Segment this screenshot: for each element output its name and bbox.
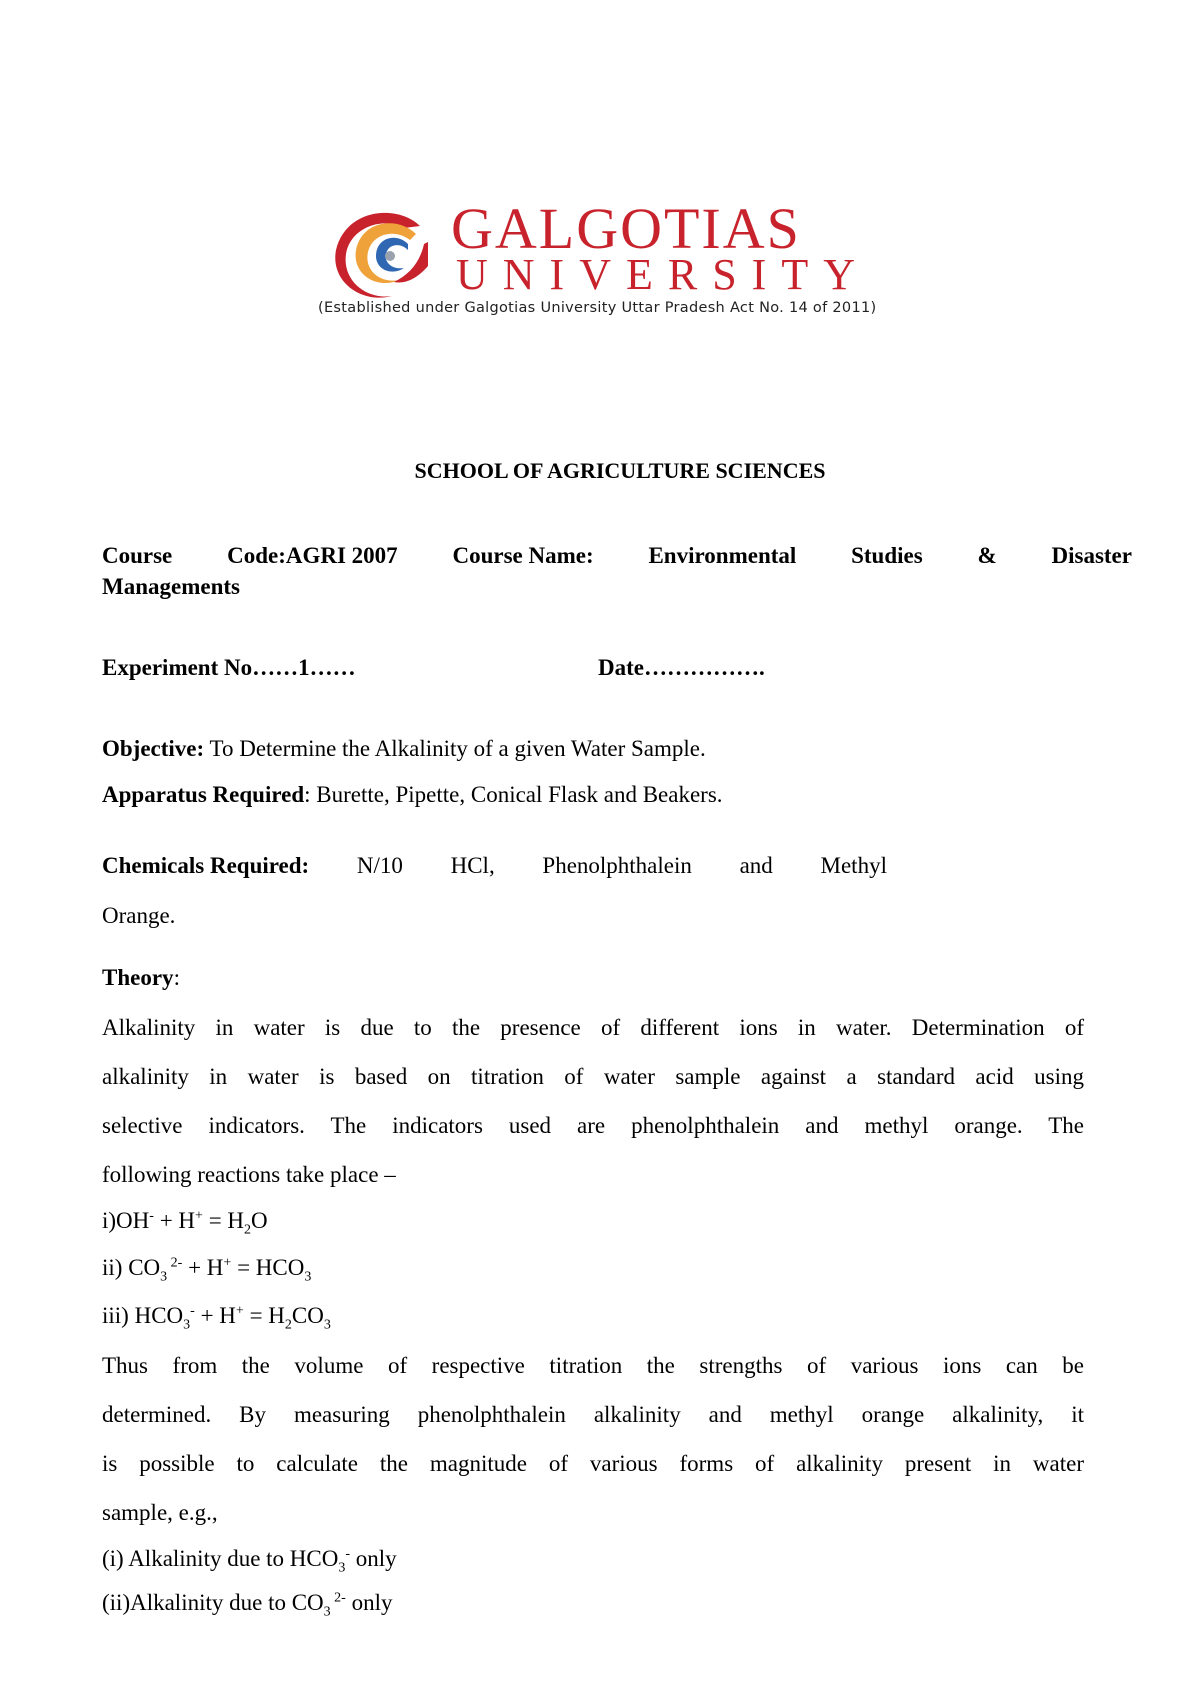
theory-line: is possible to calculate the magnitude of various forms of alkalinity present in water	[102, 1451, 1084, 1476]
subscript: 2	[244, 1222, 252, 1238]
subscript: 3	[160, 1269, 168, 1285]
superscript: -	[149, 1208, 154, 1224]
list-text: only	[345, 1590, 393, 1615]
course-name-word-1: Environmental	[648, 543, 797, 568]
reaction-text: CO	[291, 1303, 324, 1328]
chemical-word: Methyl	[820, 853, 887, 878]
subscript: 3	[338, 1560, 346, 1576]
superscript: +	[235, 1303, 244, 1319]
chemicals-label: Chemicals Required:	[102, 853, 310, 878]
theory-label: Theory	[102, 965, 174, 990]
reaction-text: + H	[153, 1208, 196, 1233]
superscript: -	[345, 1546, 351, 1562]
theory-line: selective indicators. The indicators used are phenolphthalein and methyl orange. The	[102, 1113, 1084, 1138]
chemicals-continued: Orange.	[102, 903, 176, 928]
list-text: (ii)Alkalinity due to CO	[102, 1590, 324, 1615]
superscript: -	[190, 1303, 195, 1319]
galgotias-swirl-emblem	[328, 204, 438, 304]
alkalinity-item-2	[102, 1590, 393, 1620]
course-name-amp: &	[977, 543, 997, 568]
subscript: 3	[183, 1317, 191, 1333]
objective-label: Objective:	[102, 736, 205, 761]
list-text: (i) Alkalinity due to HCO	[102, 1546, 339, 1571]
apparatus-line	[102, 782, 723, 808]
superscript: +	[195, 1208, 203, 1224]
school-heading: SCHOOL OF AGRICULTURE SCIENCES	[414, 458, 826, 483]
superscript: 2-	[167, 1255, 183, 1271]
course-code-value: Code:AGRI 2007	[227, 543, 398, 568]
chemical-word: Phenolphthalein	[542, 853, 692, 878]
reaction-text: + H	[182, 1255, 224, 1280]
theory-line: alkalinity in water is based on titration of water sample against a standard acid using	[102, 1064, 1084, 1089]
superscript: +	[223, 1255, 232, 1271]
theory-line: sample, e.g.,	[102, 1500, 218, 1525]
reaction-text: O	[251, 1208, 268, 1233]
objective-text: To Determine the Alkalinity of a given Water Sample.	[204, 736, 706, 761]
subscript: 3	[304, 1269, 312, 1285]
theory-line: Thus from the volume of respective titration the strengths of various ions can be	[102, 1353, 1084, 1378]
reaction-2	[102, 1255, 312, 1285]
course-code-label: Course	[102, 543, 173, 568]
chemical-word: N/10	[356, 853, 403, 878]
theory-heading	[102, 965, 180, 991]
reaction-text: i)OH	[102, 1208, 150, 1233]
logo-subtitle: UNIVERSITY	[456, 250, 870, 299]
theory-line: following reactions take place –	[102, 1162, 396, 1187]
chemicals-line	[102, 853, 887, 879]
alkalinity-item-1	[102, 1546, 397, 1576]
logo-wordmark: GALGOTIAS	[451, 196, 801, 261]
course-name-word-3: Disaster	[1051, 543, 1132, 568]
course-name-continued: Managements	[102, 574, 240, 599]
apparatus-text: : Burette, Pipette, Conical Flask and Beakers.	[304, 782, 723, 807]
reaction-1	[102, 1208, 268, 1238]
reaction-text: iii) HCO	[102, 1303, 184, 1328]
course-name-label: Course Name:	[452, 543, 594, 568]
reaction-3	[102, 1303, 331, 1333]
reaction-text: = H	[243, 1303, 285, 1328]
reaction-text: = H	[202, 1208, 245, 1233]
objective-line	[102, 736, 706, 762]
university-logo	[318, 196, 928, 325]
list-text: only	[350, 1546, 397, 1571]
reaction-text: + H	[194, 1303, 236, 1328]
apparatus-label: Apparatus Required	[102, 782, 305, 807]
chemical-word: and	[739, 853, 773, 878]
theory-paragraph-2	[102, 1341, 1084, 1537]
reaction-text: = HCO	[231, 1255, 305, 1280]
logo-tagline: (Established under Galgotias University Uttar Pradesh Act No. 14 of 2011)	[318, 300, 877, 316]
superscript: 2-	[330, 1590, 346, 1606]
course-info-line	[102, 543, 1132, 569]
subscript: 2	[284, 1317, 292, 1333]
subscript: 3	[323, 1604, 331, 1620]
experiment-number: Experiment No……1……	[102, 655, 356, 680]
chemical-word: HCl,	[450, 853, 495, 878]
subscript: 3	[323, 1317, 331, 1333]
experiment-date: Date…………….	[598, 655, 765, 680]
theory-paragraph	[102, 1003, 1084, 1199]
reaction-text: ii) CO	[102, 1255, 161, 1280]
theory-colon: :	[173, 965, 180, 990]
theory-line: Alkalinity in water is due to the presence of different ions in water. Determination of	[102, 1015, 1084, 1040]
course-name-word-2: Studies	[851, 543, 923, 568]
theory-line: determined. By measuring phenolphthalein alkalinity and methyl orange alkalinity, it	[102, 1402, 1084, 1427]
